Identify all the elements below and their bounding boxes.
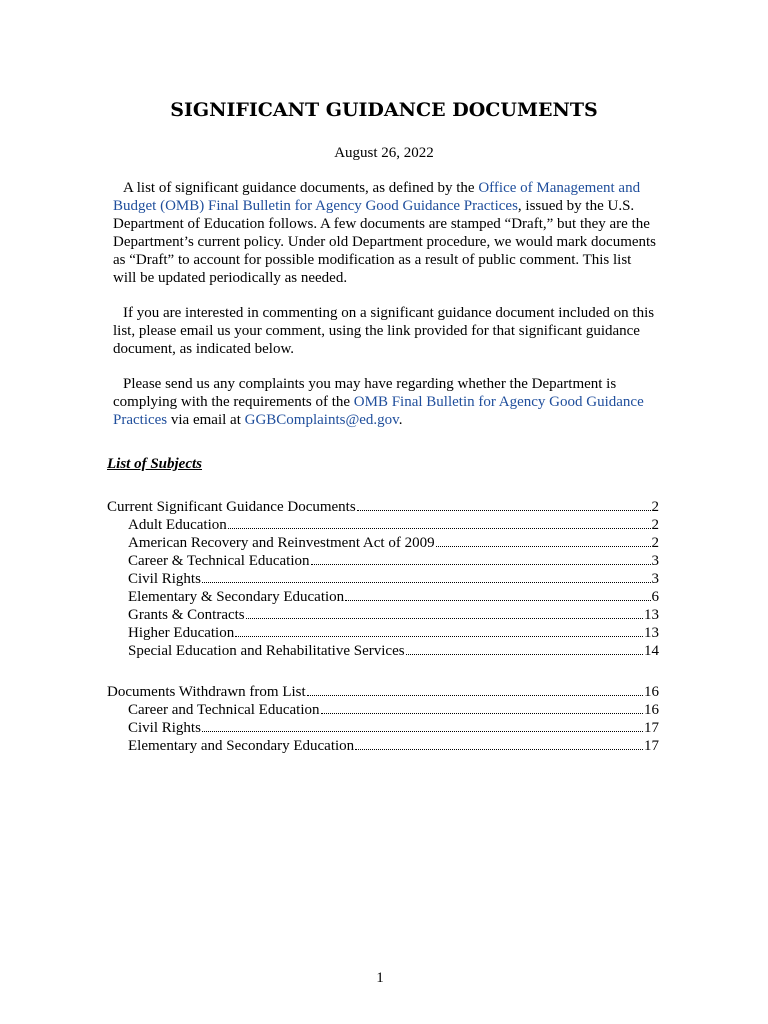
toc-subentry-page: 2 — [651, 517, 659, 533]
toc-subentry-page: 3 — [651, 553, 659, 569]
toc-subentry-page: 13 — [644, 625, 659, 641]
toc-leader — [235, 624, 643, 637]
toc-withdrawn-section — [107, 683, 659, 755]
toc-subentry[interactable] — [107, 588, 659, 606]
toc-subentry-page: 2 — [651, 535, 659, 551]
toc-subentry-label: Civil Rights — [128, 571, 201, 587]
complaints-text-a: Please send us any complaints you may have regarding whether the Department is complying with the requirements of the — [113, 376, 617, 410]
omb-bulletin-link[interactable]: Office of Management and Budget (OMB) Final Bulletin for Agency Good Guidance Practices — [113, 180, 641, 214]
toc-leader — [345, 588, 650, 601]
toc-subentry[interactable] — [107, 642, 659, 660]
toc-leader — [228, 516, 651, 529]
toc-subentry-label: Civil Rights — [128, 720, 201, 736]
toc-subentry-label: Special Education and Rehabilitative Services — [128, 643, 405, 659]
toc-subentry[interactable] — [107, 701, 659, 719]
comment-paragraph — [113, 304, 658, 358]
toc-entry-label: Documents Withdrawn from List — [107, 684, 306, 700]
toc-leader — [406, 642, 643, 655]
complaints-paragraph — [113, 375, 658, 429]
intro-paragraph — [113, 179, 658, 287]
complaints-email-link[interactable]: GGBComplaints@ed.gov — [244, 412, 399, 428]
toc-subentry-label: Career & Technical Education — [128, 553, 310, 569]
omb-bulletin-link-2[interactable]: OMB Final Bulletin for Agency Good Guidance Practices — [113, 394, 644, 428]
complaints-text-b: via email at — [167, 412, 245, 428]
toc-entry-page: 16 — [644, 684, 659, 700]
intro-text-b: , issued by the U.S. Department of Education follows. A few documents are stamped “Draft,” but they are the Department’s current policy. Under old Department procedure, we would mark documents as “Draft” to account for possible modification as a result of public comment. This list will be updated periodically as needed. — [113, 198, 657, 286]
toc-entry-page: 2 — [651, 499, 659, 515]
comment-text: If you are interested in commenting on a significant guidance document included on this list, please email us your comment, using the link provided for that significant guidance document, as indicated below. — [113, 305, 655, 357]
toc-subentry-page: 13 — [644, 607, 659, 623]
toc-entry[interactable] — [107, 683, 659, 701]
page-title: SIGNIFICANT GUIDANCE DOCUMENTS — [170, 99, 598, 121]
toc-leader — [246, 606, 643, 619]
toc-subentry-label: Higher Education — [128, 625, 235, 641]
intro-text-a: A list of significant guidance documents, as defined by the — [123, 180, 479, 196]
toc-subentry-page: 17 — [644, 720, 659, 736]
toc-leader — [202, 570, 651, 583]
toc-leader — [355, 737, 643, 750]
list-of-subjects-heading: List of Subjects — [107, 456, 203, 472]
toc-leader — [357, 498, 651, 511]
toc-subentry-page: 6 — [651, 589, 659, 605]
toc-leader — [202, 719, 643, 732]
toc-subentry-page: 17 — [644, 738, 659, 754]
toc-entry[interactable] — [107, 498, 659, 516]
toc-leader — [307, 683, 643, 696]
toc-subentry-page: 3 — [651, 571, 659, 587]
toc-subentry-label: Career and Technical Education — [128, 702, 320, 718]
toc-subentry-label: Adult Education — [128, 517, 227, 533]
toc-subentry[interactable] — [107, 534, 659, 552]
toc-subentry-label: Elementary & Secondary Education — [128, 589, 345, 605]
toc-subentry-label: American Recovery and Reinvestment Act of 2009 — [128, 535, 435, 551]
document-date: August 26, 2022 — [334, 145, 434, 161]
toc-subentry[interactable] — [107, 606, 659, 624]
toc-subentry[interactable] — [107, 719, 659, 737]
complaints-text-c: . — [398, 412, 403, 428]
toc-leader — [436, 534, 651, 547]
toc-subentry-page: 16 — [644, 702, 659, 718]
page-number: 1 — [376, 970, 384, 986]
toc-subentry-label: Elementary and Secondary Education — [128, 738, 355, 754]
toc-subentry[interactable] — [107, 624, 659, 642]
toc-subentry[interactable] — [107, 570, 659, 588]
toc-subentry-page: 14 — [644, 643, 659, 659]
toc-leader — [311, 552, 651, 565]
toc-subentry-label: Grants & Contracts — [128, 607, 245, 623]
toc-leader — [321, 701, 644, 714]
toc-subentry[interactable] — [107, 737, 659, 755]
toc-current-section — [107, 498, 659, 660]
toc-subentry[interactable] — [107, 516, 659, 534]
toc-subentry[interactable] — [107, 552, 659, 570]
toc-entry-label: Current Significant Guidance Documents — [107, 499, 356, 515]
